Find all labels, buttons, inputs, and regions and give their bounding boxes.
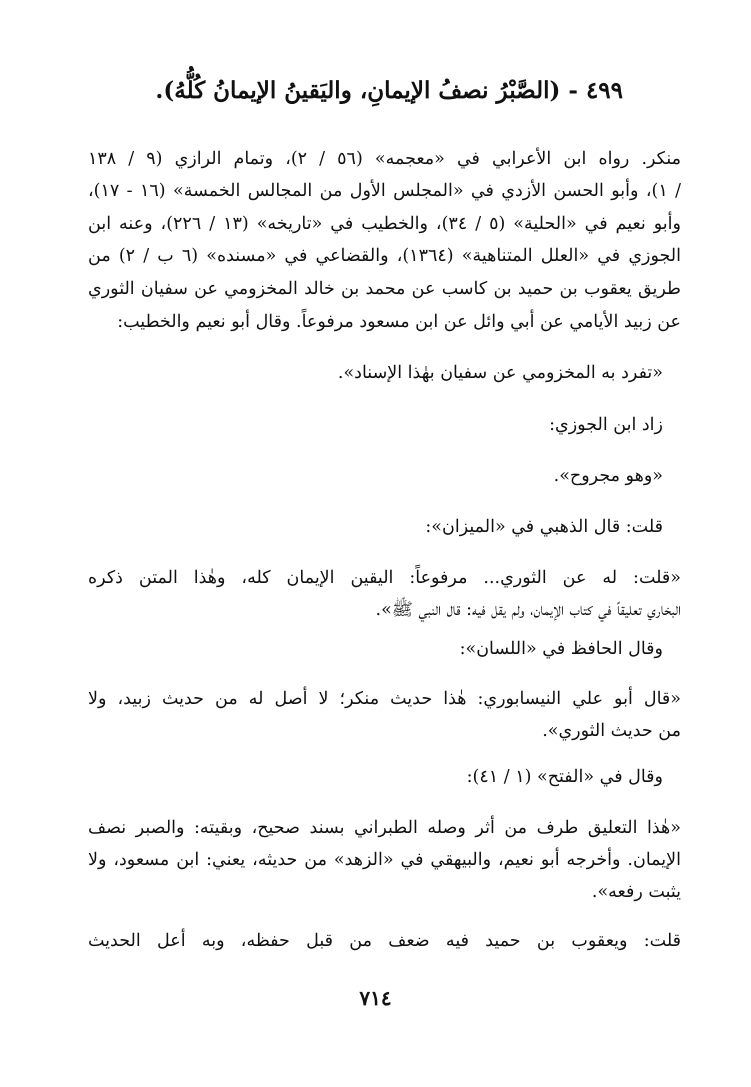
quote-line: «قال أبو علي النيسابوري: هٰذا حديث منكر؛ لا أصل له من حديث زبيد، ولا: [88, 689, 681, 709]
quote-line: «هٰذا التعليق طرف من أثر وصله الطبراني بسند صحيح، وبقيته: والصبر نصف: [88, 818, 681, 838]
text-line: وقال في «الفتح» (١ / ٤١):: [466, 767, 663, 787]
text-line: منكر. رواه ابن الأعرابي في «معجمه» (٥٦ / ٢)، وتمام الرازي (٩ / ١٣٨: [88, 149, 681, 169]
page-number: ٧١٤: [359, 986, 392, 1010]
text-line: وقال الحافظ في «اللسان»:: [459, 639, 663, 659]
quote-line: «قلت: له عن الثوري... مرفوعاً: اليقين الإيمان كله، وهٰذا المتن ذكره: [88, 568, 681, 588]
text-line: الجوزي في «العلل المتناهية» (١٣٦٤)، والقضاعي في «مسنده» (٦ ب / ٢) من: [88, 246, 681, 266]
text-line: / ١)، وأبو الحسن الأزدي في «المجلس الأول من المجالس الخمسة» (١٦ - ١٧)،: [88, 181, 681, 201]
quote-line: الإيمان. وأخرجه أبو نعيم، والبيهقي في «الزهد» من حديثه، يعني: ابن مسعود، ولا: [88, 850, 681, 870]
text-line: زاد ابن الجوزي:: [549, 415, 663, 435]
hadith-heading: ٤٩٩ - (الصَّبْرُ نصفُ الإيمانِ، واليَقينُ الإيمانُ كُلُّهُ).: [155, 77, 623, 104]
text-line: قلت: ويعقوب بن حميد فيه ضعف من قبل حفظه، وبه أعل الحديث: [88, 931, 681, 951]
quote-line: يثبت رفعه».: [591, 882, 681, 902]
text-line: قلت: قال الذهبي في «الميزان»:: [425, 517, 663, 537]
quote-line: «تفرد به المخزومي عن سفيان بهٰذا الإسناد».: [337, 363, 663, 383]
quote-line: «وهو مجروح».: [553, 466, 663, 486]
text-line: طريق يعقوب بن حميد بن كاسب عن محمد بن خالد المخزومي عن سفيان الثوري: [88, 279, 681, 299]
text-line: عن زبيد الأيامي عن أبي وائل عن ابن مسعود مرفوعاً. وقال أبو نعيم والخطيب:: [117, 312, 681, 332]
quote-line: من حديث الثوري».: [542, 721, 681, 741]
quote-line: البخاري تعليقاً في كتاب الإيمان، ولم يقل فيه: قال النبي ﷺ».: [375, 600, 681, 620]
text-line: وأبو نعيم في «الحلية» (٥ / ٣٤)، والخطيب في «تاريخه» (١٣ / ٢٢٦)، وعنه ابن: [88, 214, 681, 234]
